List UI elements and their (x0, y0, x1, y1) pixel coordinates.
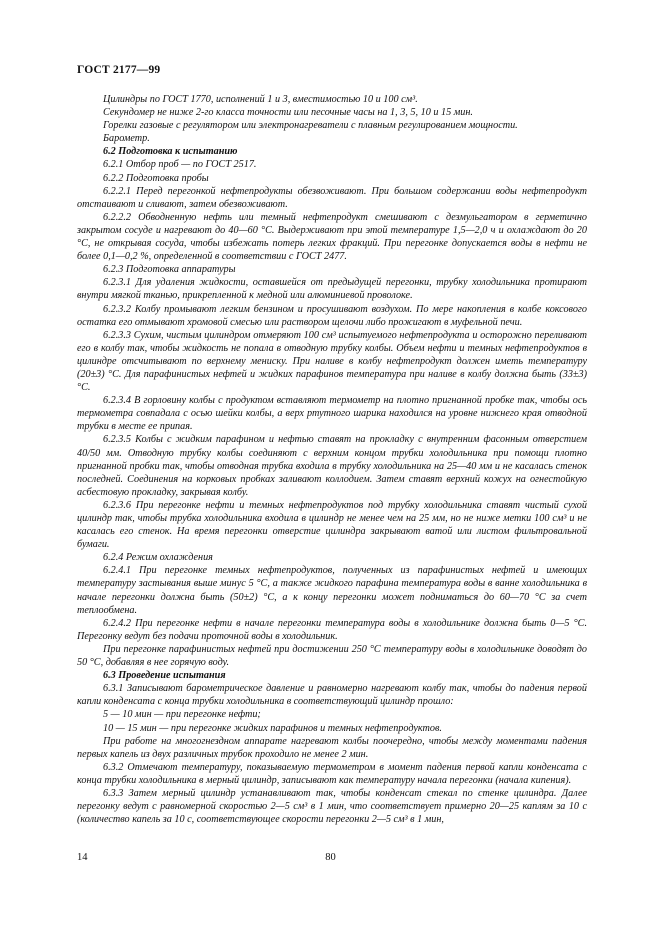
paragraph: 6.2.3.3 Сухим, чистым цилиндром отмеряют 100 см³ испытуемого нефтепродукта и осторожно переливают его в колбу так, чтобы жидкость не попала в отводную трубку колбы. Объем нефти и темных нефтепродуктов в цилиндре отсчитывают по верхнему мениску. При наливе в колбу нефтепродукт должен иметь температуру (20±3) °С. Для парафинистых нефтей и жидких парафинов температура при наливе в колбу должна быть (33±3) °С. (77, 329, 587, 394)
paragraph: 5 — 10 мин — при перегонке нефти; (103, 709, 261, 721)
paragraph: При перегонке парафинистых нефтей при достижении 250 °С температуру воды в холодильнике доводят до 50 °С, добавляя в нее горячую воду. (77, 643, 587, 669)
paragraph: 6.2.4.2 При перегонке нефти в начале перегонки температура воды в холодильнике должна быть 0—5 °С. Перегонку ведут без подачи проточной воды в холодильник. (77, 617, 587, 642)
paragraph: 6.3.1 Записывают барометрическое давление и равномерно нагревают колбу так, чтобы до падения первой капли конденсата с конца трубки холодильника в соответствующий цилиндр прошло: (77, 683, 587, 708)
page-number-center: 80 (325, 852, 336, 863)
paragraph: 6.2.2.2 Обводненную нефть или темный нефтепродукт смешивают с дезмульгатором в герметично закрытом сосуде и нагревают до 40—60 °С. Выдерживают при этой температуре 1,5—2,0 ч и охлаждают до 20 °С, не открывая сосуда, чтобы избежать потерь легких фракций. При перегонке допускается воды в нефти не более 0,1—0,2 %, определенной в соответствии с ГОСТ 2477. (77, 211, 587, 263)
paragraph: 6.2.4 Режим охлаждения (103, 552, 213, 564)
paragraph: 6.2.3.2 Колбу промывают легким бензином и просушивают воздухом. По мере накопления в колбе коксового остатка его отмывают хромовой смесью или раствором щелочи либо прожигают в муфельной печи. (77, 303, 587, 328)
paragraph: При работе на многогнездном аппарате нагревают колбы поочередно, чтобы между моментами падения первых капель из двух различных трубок проходило не менее 2 мин. (77, 735, 587, 760)
paragraph: 6.2.3.1 Для удаления жидкости, оставшейся от предыдущей перегонки, трубку холодильника протирают внутри мягкой тканью, прикрепленной к медной или алюминиевой проволоке. (77, 277, 587, 302)
paragraph: Барометр. (103, 133, 150, 145)
paragraph: 6.2.2.1 Перед перегонкой нефтепродукты обезвоживают. При большом содержании воды нефтепродукт отстаивают и сливают, затем обезвоживают. (77, 185, 587, 210)
section-heading: 6.2 Подготовка к испытанию (103, 146, 238, 158)
paragraph: Секундомер не ниже 2-го класса точности или песочные часы на 1, 3, 5, 10 и 15 мин. (103, 107, 473, 119)
document-title: ГОСТ 2177—99 (77, 64, 161, 76)
page-number-left: 14 (77, 852, 88, 863)
paragraph: 6.2.2 Подготовка пробы (103, 172, 209, 184)
paragraph: 6.2.3.6 При перегонке нефти и темных нефтепродуктов под трубку холодильника ставят чистый сухой цилиндр так, чтобы трубка холодильника входила в цилиндр не менее чем на 25 мм, но не ниже метки 100 см³ и не касалась его стенок. На время перегонки отверстие цилиндра закрывают ватой или листом фильтровальной бумаги. (77, 499, 587, 551)
paragraph: 6.2.3.4 В горловину колбы с продуктом вставляют термометр на плотно пригнанной пробке так, чтобы ось термометра совпадала с осью шейки колбы, а верх ртутного шарика находился на уровне нижнего края отводной трубки в месте ее припая. (77, 395, 587, 433)
paragraph: 6.2.3.5 Колбы с жидким парафином и нефтью ставят на прокладку с внутренним фасонным отверстием 40/50 мм. Отводную трубку колбы соединяют с верхним концом трубки холодильника при помощи плотно пригнанной пробки так, чтобы отводная трубка входила в трубку холодильника на 25—40 мм и не касалась стенок последней. Соединения на корковых пробках заливают коллодием. Затем ставят верхний кожух на огнестойкую асбестовую прокладку, закрывая колбу. (77, 434, 587, 498)
paragraph: 6.2.3 Подготовка аппаратуры (103, 264, 236, 276)
paragraph: 6.2.4.1 При перегонке темных нефтепродуктов, полученных из парафинистых нефтей и имеющих температуру застывания выше минус 5 °С, а также жидкого парафина температура воды в ванне холодильника в начале перегонки должна быть (50±2) °С, а к концу перегонки может подниматься до 60—70 °С за счет теплообмена. (77, 565, 587, 616)
paragraph: 6.2.1 Отбор проб — по ГОСТ 2517. (103, 159, 257, 171)
document-body (77, 93, 587, 826)
paragraph: 6.3.2 Отмечают температуру, показываемую термометром в момент падения первой капли конденсата с конца трубки холодильника в мерный цилиндр, записывают как температуру начала перегонки (начала кипения). (77, 761, 587, 786)
paragraph: Цилиндры по ГОСТ 1770, исполнений 1 и 3, вместимостью 10 и 100 см³. (103, 94, 418, 105)
paragraph: 6.3.3 Затем мерный цилиндр устанавливают так, чтобы конденсат стекал по стенке цилиндра. Далее перегонку ведут с равномерной скоростью 2—5 см³ в 1 мин, что соответствует примерно 20—25 каплям за 10 с (количество капель за 10 с, соответствующее скорости перегонки 2—5 см³ в 1 мин, (77, 787, 587, 826)
paragraph: Горелки газовые с регулятором или электронагреватели с плавным регулированием мощности. (103, 120, 518, 132)
paragraph: 10 — 15 мин — при перегонке жидких парафинов и темных нефтепродуктов. (103, 722, 442, 734)
section-heading: 6.3 Проведение испытания (103, 670, 226, 682)
